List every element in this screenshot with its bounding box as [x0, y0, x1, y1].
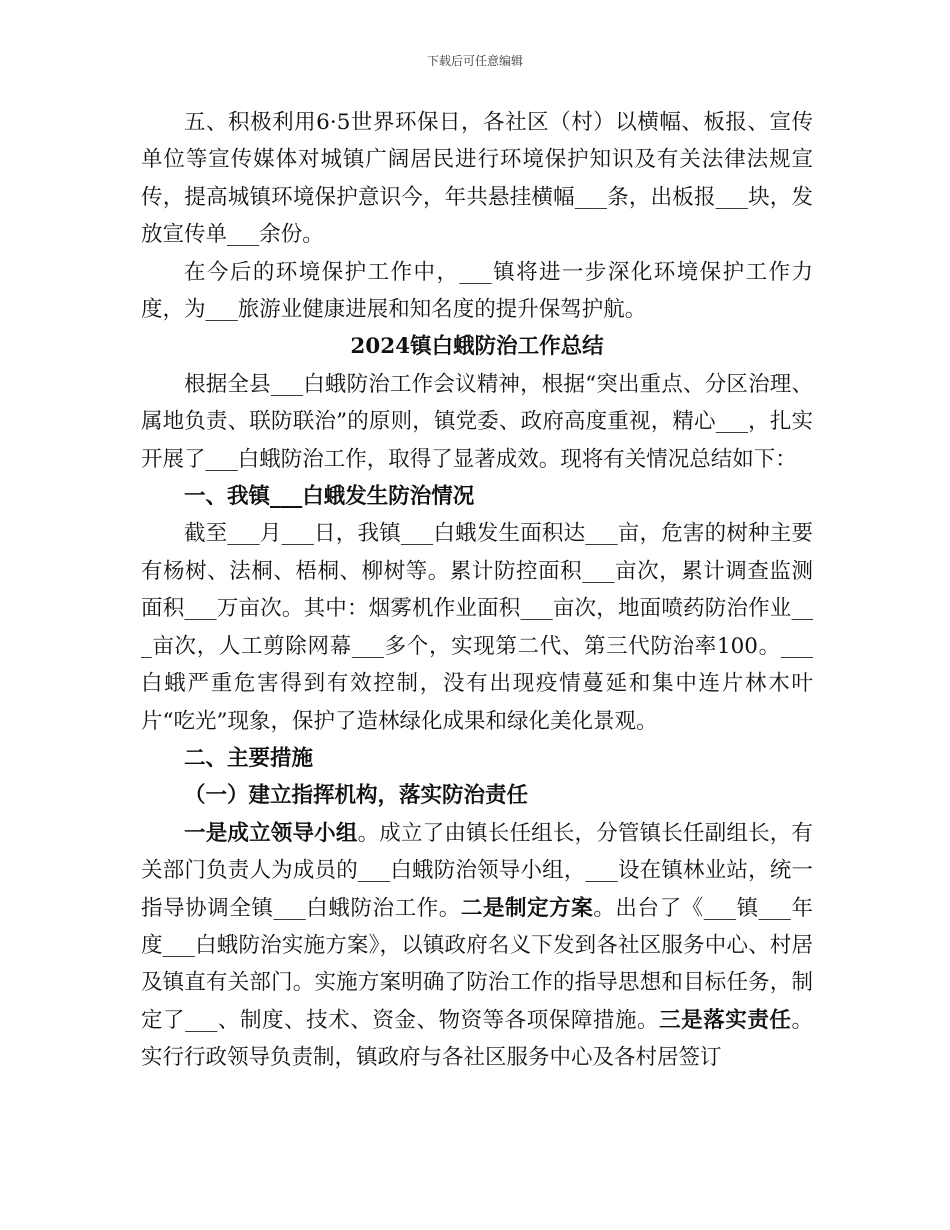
paragraph-future-work: 在今后的环境保护工作中，___镇将进一步深化环境保护工作力度，为___旅游业健康进展和知名度的提升保驾护航。: [141, 259, 813, 323]
paragraph-situation: 截至___月___日，我镇___白蛾发生面积达___亩，危害的树种主要有杨树、法桐、梧桐、柳树等。累计防控面积___亩次，累计调查监测面积___万亩次。其中：烟雾机作业面积___亩次，地面喷药防治作业___亩次，人工剪除网幕___多个，实现第二代、第三代防治率100。___白蛾严重危害得到有效控制，没有出现疫情蔓延和集中连片林木叶片“吃光”现象，保护了造林绿化成果和绿化美化景观。: [141, 521, 813, 734]
text-plan: 。出台了《___镇___年度___白蛾防治实施方案》，以镇政府名义下发到各社区服务中心、村居及镇直有关部门。实施方案明确了防治工作的指导思想和目标任务，制定了___、制度、技术、资金、物资等各项保障措施。: [141, 895, 813, 1033]
text-leading-group: 。成立了由镇长任组长，分管镇长任副组长，有关部门负责人为成员的___白蛾防治领导小组，___设在镇林业站，统一指导协调全镇___白蛾防治工作。: [141, 820, 813, 921]
document-title: 2024镇白蛾防治工作总结: [350, 334, 604, 360]
section-heading-2: 二、主要措施: [184, 745, 314, 771]
paragraph-environment-day: 五、积极利用6·5世界环保日，各社区（村）以横幅、板报、宣传单位等宣传媒体对城镇广阔居民进行环境保护知识及有关法律法规宣传，提高城镇环境保护意识今，年共悬挂横幅___条，出板报___块，发放宣传单___余份。: [141, 110, 813, 248]
bold-phrase-responsibility: 三是落实责任: [659, 1007, 792, 1033]
document-body: [141, 104, 813, 1077]
section-heading-1: 一、我镇___白蛾发生防治情况: [184, 484, 475, 510]
text-responsibility: 。实行行政领导负责制，镇政府与各社区服务中心及各村居签订: [141, 1007, 813, 1071]
paragraph-intro: 根据全县___白蛾防治工作会议精神，根据“突出重点、分区治理、属地负责、联防联治”的原则，镇党委、政府高度重视，精心___，扎实开展了___白蛾防治工作，取得了显著成效。现将有关情况总结如下：: [141, 371, 813, 472]
subsection-heading-1: （一）建立指挥机构，落实防治责任: [184, 783, 529, 809]
bold-phrase-plan: 二是制定方案: [460, 895, 594, 921]
paragraph-measures: [141, 815, 813, 1077]
bold-phrase-leading-group: 一是成立领导小组: [184, 820, 358, 846]
page-header: 下载后可任意编辑: [426, 54, 523, 68]
